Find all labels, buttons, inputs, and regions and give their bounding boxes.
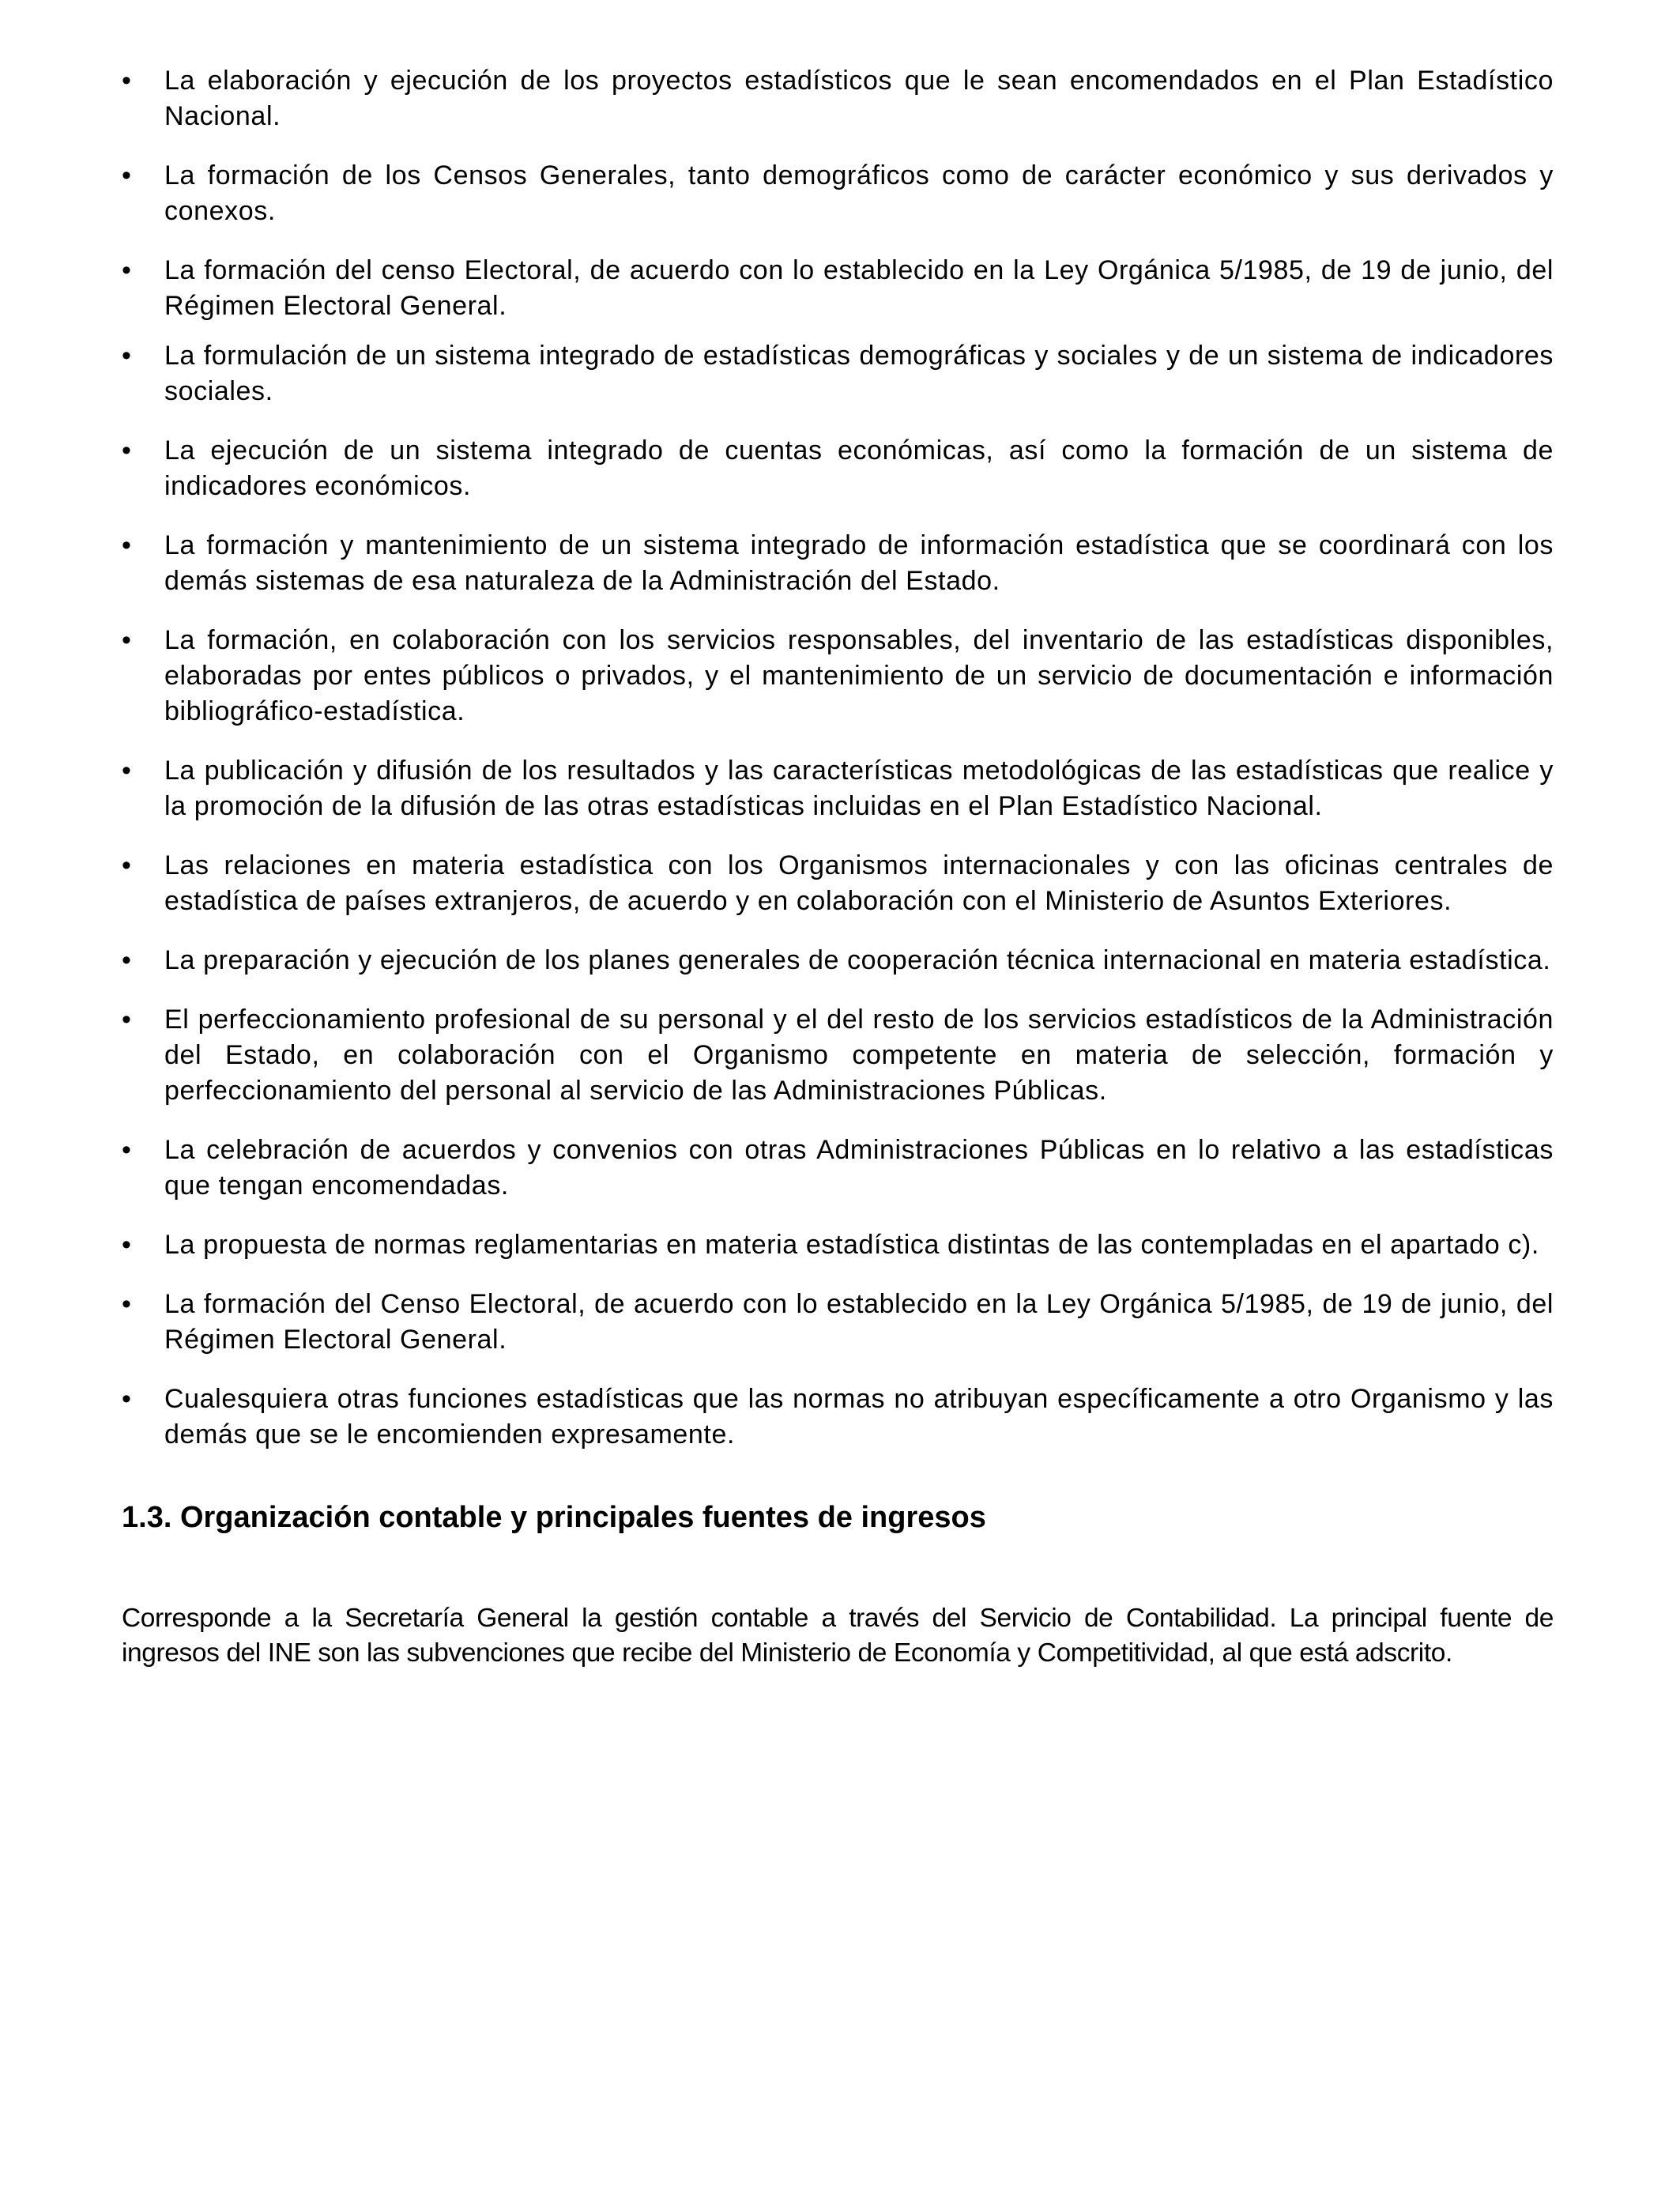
bullet-icon: • bbox=[122, 435, 132, 466]
list-item bbox=[122, 623, 1554, 729]
bullet-icon: • bbox=[122, 1135, 132, 1165]
list-item bbox=[122, 63, 1554, 134]
bullet-icon: • bbox=[122, 341, 132, 371]
list-item bbox=[122, 338, 1554, 409]
list-item-text: La formulación de un sistema integrado de estadísticas demográficas y sociales y de un sistema de indicadores sociales. bbox=[164, 341, 1554, 406]
list-item-text: La propuesta de normas reglamentarias en materia estadística distintas de las contempladas en el apartado c). bbox=[164, 1230, 1539, 1260]
list-item bbox=[122, 753, 1554, 824]
bullet-icon: • bbox=[122, 530, 132, 560]
bullet-icon: • bbox=[122, 756, 132, 786]
bullet-icon: • bbox=[122, 625, 132, 655]
bullet-icon: • bbox=[122, 1230, 132, 1260]
list-item bbox=[122, 1227, 1554, 1263]
list-item bbox=[122, 253, 1554, 324]
bullet-icon: • bbox=[122, 850, 132, 880]
bullet-icon: • bbox=[122, 66, 132, 96]
list-item-text: La publicación y difusión de los resultados y las características metodológicas de las estadísticas que realice y la promoción de la difusión de las otras estadísticas incluidas en el Plan Estadístico Nacional. bbox=[164, 756, 1554, 821]
bullet-icon: • bbox=[122, 945, 132, 975]
list-item bbox=[122, 943, 1554, 978]
list-item-text: Cualesquiera otras funciones estadísticas que las normas no atribuyan específicamente a otro Organismo y las demás que se le encomienden expresamente. bbox=[164, 1384, 1554, 1449]
list-item-text: La preparación y ejecución de los planes generales de cooperación técnica internacional en materia estadística. bbox=[164, 945, 1551, 975]
document-page bbox=[122, 63, 1554, 1671]
section-heading: 1.3. Organización contable y principales fuentes de ingresos bbox=[122, 1501, 986, 1534]
list-item bbox=[122, 1287, 1554, 1358]
list-item bbox=[122, 158, 1554, 229]
list-item-text: El perfeccionamiento profesional de su personal y el del resto de los servicios estadísticos de la Administración del Estado, en colaboración con el Organismo competente en materia de selección, formación y perfeccionamiento del personal al servicio de las Administraciones Públicas. bbox=[164, 1005, 1554, 1106]
list-item-text: La elaboración y ejecución de los proyectos estadísticos que le sean encomendados en el Plan Estadístico Nacional. bbox=[164, 66, 1554, 131]
list-item-text: La formación del Censo Electoral, de acuerdo con lo establecido en la Ley Orgánica 5/1985, de 19 de junio, del Régimen Electoral General. bbox=[164, 1289, 1554, 1355]
bullet-icon: • bbox=[122, 1289, 132, 1319]
list-item bbox=[122, 433, 1554, 504]
list-item-text: La ejecución de un sistema integrado de cuentas económicas, así como la formación de un sistema de indicadores económicos. bbox=[164, 435, 1554, 501]
bullet-icon: • bbox=[122, 255, 132, 285]
list-item-text: La formación del censo Electoral, de acuerdo con lo establecido en la Ley Orgánica 5/1985, de 19 de junio, del Régimen Electoral General. bbox=[164, 255, 1554, 321]
list-item-text: Las relaciones en materia estadística con los Organismos internacionales y con las oficinas centrales de estadística de países extranjeros, de acuerdo y en colaboración con el Ministerio de Asuntos Exteriores. bbox=[164, 850, 1554, 916]
list-item-text: La formación y mantenimiento de un sistema integrado de información estadística que se coordinará con los demás sistemas de esa naturaleza de la Administración del Estado. bbox=[164, 530, 1554, 596]
list-item bbox=[122, 848, 1554, 919]
list-item bbox=[122, 1133, 1554, 1204]
list-item bbox=[122, 1382, 1554, 1453]
list-item-text: La formación de los Censos Generales, tanto demográficos como de carácter económico y sus derivados y conexos. bbox=[164, 160, 1554, 226]
list-item bbox=[122, 1002, 1554, 1109]
list-item-text: La celebración de acuerdos y convenios con otras Administraciones Públicas en lo relativo a las estadísticas que tengan encomendadas. bbox=[164, 1135, 1554, 1201]
list-item bbox=[122, 528, 1554, 599]
bullet-icon: • bbox=[122, 1384, 132, 1414]
functions-bullet-list bbox=[122, 63, 1554, 1453]
bullet-icon: • bbox=[122, 160, 132, 190]
section-paragraph: Corresponde a la Secretaría General la gestión contable a través del Servicio de Contabilidad. La principal fuente de ingresos del INE son las subvenciones que recibe del Ministerio de Economía y Competitividad, al que está adscrito. bbox=[122, 1604, 1554, 1668]
bullet-icon: • bbox=[122, 1005, 132, 1035]
list-item-text: La formación, en colaboración con los servicios responsables, del inventario de las estadísticas disponibles, elaboradas por entes públicos o privados, y el mantenimiento de un servicio de documentación e información bibliográfico-estadística. bbox=[164, 625, 1554, 726]
